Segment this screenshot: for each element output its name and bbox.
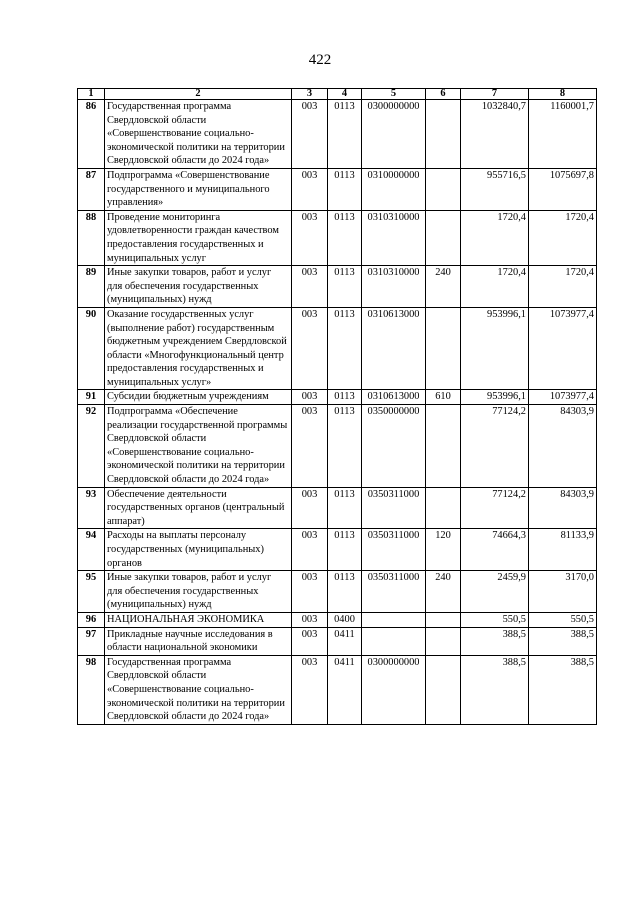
amount-col-8: 1160001,7 xyxy=(529,100,597,169)
row-name: Государственная программа Свердловской области «Совершенствование социально-экономической политики на территории Свердловской области до 2024 года» xyxy=(105,655,292,724)
amount-col-8: 3170,0 xyxy=(529,571,597,613)
table-row xyxy=(78,168,597,210)
target-code xyxy=(362,627,426,655)
amount-col-8: 550,5 xyxy=(529,612,597,627)
section-code: 0113 xyxy=(328,266,362,308)
table-row xyxy=(78,210,597,265)
column-header: 6 xyxy=(426,89,461,100)
amount-col-8: 388,5 xyxy=(529,627,597,655)
section-code: 0113 xyxy=(328,571,362,613)
amount-col-7: 388,5 xyxy=(461,655,529,724)
ministry-code: 003 xyxy=(292,390,328,405)
amount-col-7: 550,5 xyxy=(461,612,529,627)
section-code: 0113 xyxy=(328,405,362,488)
ministry-code: 003 xyxy=(292,100,328,169)
ministry-code: 003 xyxy=(292,529,328,571)
table-row xyxy=(78,612,597,627)
expense-type-code xyxy=(426,100,461,169)
table-row xyxy=(78,266,597,308)
row-name: Прикладные научные исследования в области национальной экономики xyxy=(105,627,292,655)
row-number: 90 xyxy=(78,307,105,390)
target-code: 0300000000 xyxy=(362,655,426,724)
target-code: 0350311000 xyxy=(362,571,426,613)
row-number: 93 xyxy=(78,487,105,529)
header-row xyxy=(78,89,597,100)
ministry-code: 003 xyxy=(292,405,328,488)
expense-type-code xyxy=(426,405,461,488)
expense-type-code xyxy=(426,487,461,529)
row-number: 86 xyxy=(78,100,105,169)
expense-type-code xyxy=(426,612,461,627)
target-code: 0310000000 xyxy=(362,168,426,210)
ministry-code: 003 xyxy=(292,571,328,613)
row-name: Обеспечение деятельности государственных органов (центральный аппарат) xyxy=(105,487,292,529)
row-name: Подпрограмма «Обеспечение реализации государственной программы Свердловской области «Совершенствование социально-экономической политики на территории Свердловской области до 2024 года» xyxy=(105,405,292,488)
ministry-code: 003 xyxy=(292,655,328,724)
table-row xyxy=(78,529,597,571)
amount-col-7: 2459,9 xyxy=(461,571,529,613)
expense-type-code xyxy=(426,307,461,390)
row-name: НАЦИОНАЛЬНАЯ ЭКОНОМИКА xyxy=(105,612,292,627)
section-code: 0113 xyxy=(328,210,362,265)
target-code: 0310310000 xyxy=(362,266,426,308)
amount-col-8: 1073977,4 xyxy=(529,390,597,405)
section-code: 0113 xyxy=(328,390,362,405)
table-row xyxy=(78,100,597,169)
expense-type-code xyxy=(426,627,461,655)
column-header: 2 xyxy=(105,89,292,100)
section-code: 0113 xyxy=(328,307,362,390)
page-number: 422 xyxy=(308,52,332,68)
section-code: 0113 xyxy=(328,487,362,529)
expense-type-code xyxy=(426,655,461,724)
ministry-code: 003 xyxy=(292,487,328,529)
ministry-code: 003 xyxy=(292,266,328,308)
section-code: 0400 xyxy=(328,612,362,627)
row-name: Субсидии бюджетным учреждениям xyxy=(105,390,292,405)
amount-col-7: 74664,3 xyxy=(461,529,529,571)
table-row xyxy=(78,390,597,405)
column-header: 3 xyxy=(292,89,328,100)
column-header: 5 xyxy=(362,89,426,100)
amount-col-8: 1720,4 xyxy=(529,210,597,265)
row-number: 98 xyxy=(78,655,105,724)
amount-col-7: 77124,2 xyxy=(461,405,529,488)
target-code: 0350311000 xyxy=(362,487,426,529)
column-header: 7 xyxy=(461,89,529,100)
table-row xyxy=(78,571,597,613)
ministry-code: 003 xyxy=(292,627,328,655)
amount-col-7: 1032840,7 xyxy=(461,100,529,169)
row-number: 87 xyxy=(78,168,105,210)
amount-col-8: 84303,9 xyxy=(529,405,597,488)
amount-col-7: 953996,1 xyxy=(461,390,529,405)
row-number: 92 xyxy=(78,405,105,488)
section-code: 0411 xyxy=(328,627,362,655)
table-row xyxy=(78,405,597,488)
section-code: 0113 xyxy=(328,168,362,210)
row-name: Проведение мониторинга удовлетворенности граждан качеством предоставления государственных и муниципальных услуг xyxy=(105,210,292,265)
amount-col-7: 388,5 xyxy=(461,627,529,655)
section-code: 0113 xyxy=(328,100,362,169)
row-name: Иные закупки товаров, работ и услуг для обеспечения государственных (муниципальных) нужд xyxy=(105,266,292,308)
row-number: 97 xyxy=(78,627,105,655)
ministry-code: 003 xyxy=(292,612,328,627)
amount-col-7: 1720,4 xyxy=(461,266,529,308)
row-number: 94 xyxy=(78,529,105,571)
amount-col-8: 1075697,8 xyxy=(529,168,597,210)
target-code: 0350000000 xyxy=(362,405,426,488)
row-number: 95 xyxy=(78,571,105,613)
section-code: 0113 xyxy=(328,529,362,571)
row-name: Подпрограмма «Совершенствование государственного и муниципального управления» xyxy=(105,168,292,210)
target-code: 0310310000 xyxy=(362,210,426,265)
expense-type-code: 120 xyxy=(426,529,461,571)
amount-col-7: 77124,2 xyxy=(461,487,529,529)
row-number: 91 xyxy=(78,390,105,405)
amount-col-8: 81133,9 xyxy=(529,529,597,571)
budget-table xyxy=(77,88,597,725)
expense-type-code xyxy=(426,168,461,210)
ministry-code: 003 xyxy=(292,307,328,390)
target-code: 0350311000 xyxy=(362,529,426,571)
table-row xyxy=(78,655,597,724)
amount-col-7: 953996,1 xyxy=(461,307,529,390)
amount-col-7: 955716,5 xyxy=(461,168,529,210)
column-header: 1 xyxy=(78,89,105,100)
row-name: Расходы на выплаты персоналу государственных (муниципальных) органов xyxy=(105,529,292,571)
expense-type-code: 240 xyxy=(426,571,461,613)
target-code: 0300000000 xyxy=(362,100,426,169)
ministry-code: 003 xyxy=(292,210,328,265)
target-code xyxy=(362,612,426,627)
amount-col-8: 388,5 xyxy=(529,655,597,724)
row-name: Государственная программа Свердловской области «Совершенствование социально-экономической политики на территории Свердловской области до 2024 года» xyxy=(105,100,292,169)
target-code: 0310613000 xyxy=(362,390,426,405)
table-row xyxy=(78,307,597,390)
table-row xyxy=(78,627,597,655)
amount-col-8: 1073977,4 xyxy=(529,307,597,390)
amount-col-8: 84303,9 xyxy=(529,487,597,529)
table-row xyxy=(78,487,597,529)
ministry-code: 003 xyxy=(292,168,328,210)
expense-type-code: 610 xyxy=(426,390,461,405)
column-header: 4 xyxy=(328,89,362,100)
column-header: 8 xyxy=(529,89,597,100)
row-number: 89 xyxy=(78,266,105,308)
row-number: 88 xyxy=(78,210,105,265)
expense-type-code xyxy=(426,210,461,265)
expense-type-code: 240 xyxy=(426,266,461,308)
row-name: Иные закупки товаров, работ и услуг для обеспечения государственных (муниципальных) нужд xyxy=(105,571,292,613)
target-code: 0310613000 xyxy=(362,307,426,390)
amount-col-7: 1720,4 xyxy=(461,210,529,265)
amount-col-8: 1720,4 xyxy=(529,266,597,308)
row-name: Оказание государственных услуг (выполнение работ) государственным бюджетным учреждением Свердловской области «Многофункциональный центр предоставления государственных и муниципальных услуг» xyxy=(105,307,292,390)
row-number: 96 xyxy=(78,612,105,627)
section-code: 0411 xyxy=(328,655,362,724)
